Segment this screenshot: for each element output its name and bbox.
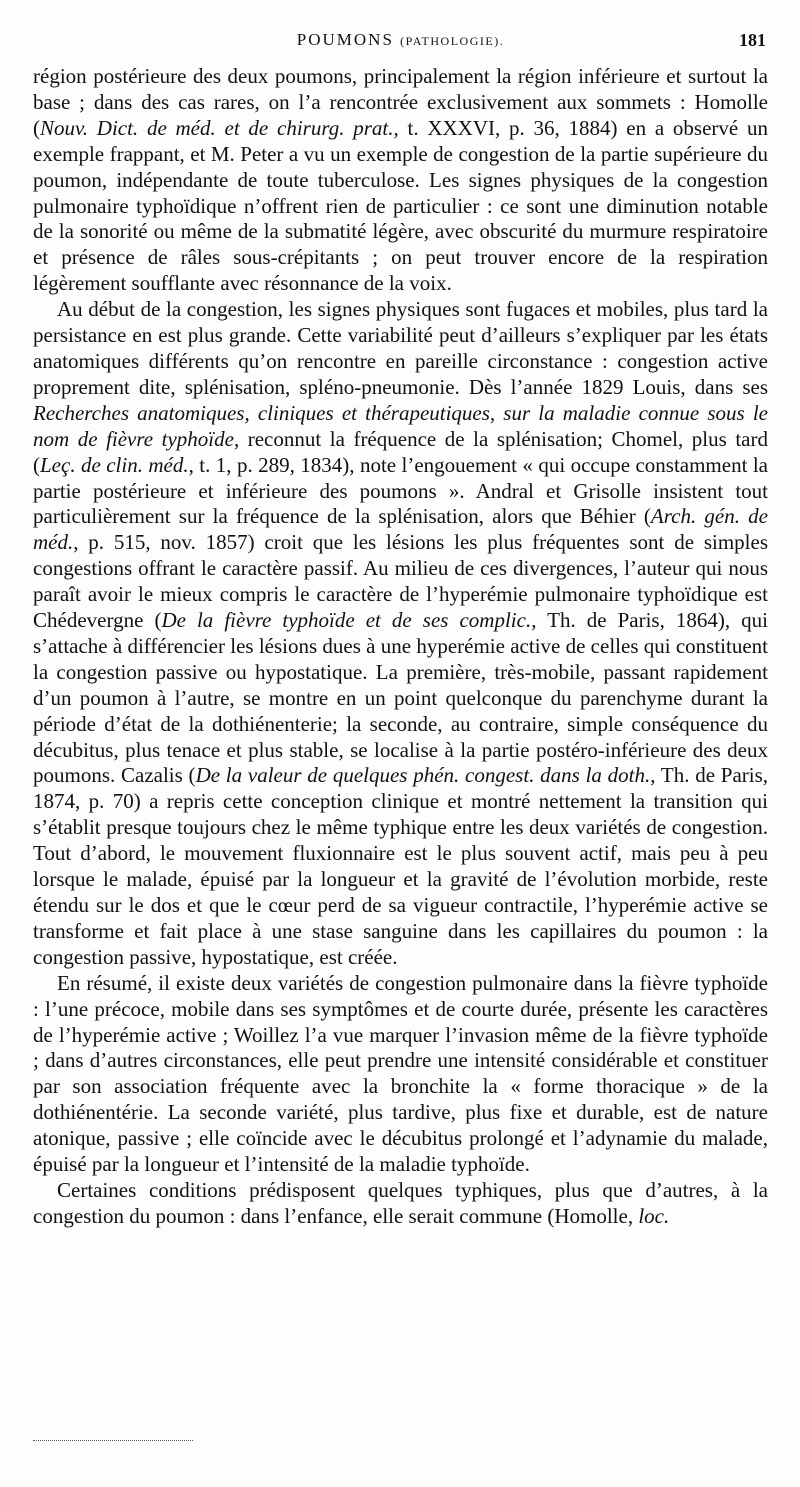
text-run: région postérieure des deux poumons, principalement la région inférieure et surtout la base ; dans des cas rares, on l’a rencontrée exclusivement aux sommets : Homolle ( <box>33 64 768 140</box>
italic-citation: loc. <box>638 1203 670 1228</box>
running-title-main: POUMONS <box>296 30 394 49</box>
italic-citation: Leç. de clin. méd. <box>40 452 189 477</box>
page-number: 181 <box>739 30 766 50</box>
paragraph <box>33 1178 768 1230</box>
running-title-sub: (PATHOLOGIE). <box>400 34 505 48</box>
text-run: , p. 515, nov. 1857) croit que les lésions les plus fréquentes sont de simples congestions offrant le caractère passif. Au milieu de ces divergences, l’auteur qui nous paraît avoir le mieux compris le caractère de l’hyperémie pulmonaire typhoïdique est Chédevergne ( <box>33 530 768 633</box>
text-run: , t. 1, p. 289, 1834), note l’engouement « qui occupe constamment la partie postérieure et inférieure des poumons ». Andral et Grisolle insistent tout particulièrement sur la fréquence de la splénisation, alors que Béhier ( <box>33 452 768 529</box>
text-run: Au début de la congestion, les signes physiques sont fugaces et mobiles, plus tard la persistance en est plus grande. Cette variabilité peut d’ailleurs s’expliquer par les états anatomiques différents qu’on rencontre en pareille circonstance : congestion active proprement dite, splénisation, spléno-pneumonie. Dès l’année 1829 Louis, dans ses <box>33 297 768 399</box>
italic-citation: Arch. gén. de méd. <box>33 504 768 555</box>
italic-citation: De la valeur de quelques phén. congest. dans la doth. <box>195 763 651 788</box>
running-header <box>33 30 768 54</box>
paragraph <box>33 971 768 1178</box>
text-run: , Th. de Paris, 1874, p. 70) a repris cette conception clinique et montré nettement la transition qui s’établit presque toujours chez le même typhique entre les deux variétés de congestion. Tout d’abord, le mouvement fluxionnaire est le plus souvent actif, mais peu à peu lorsque le malade, épuisé par la longueur et la gravité de l’évolution morbide, reste étendu sur le dos et que le cœur perd de sa vigueur contractile, l’hyperémie active se transforme et fait place à une stase sanguine dans les capillaires du poumon : la congestion passive, hypostatique, est créée. <box>33 763 769 969</box>
text-run: , t. XXXVI, p. 36, 1884) en a observé un exemple frappant, et M. Peter a vu un exemple de congestion de la partie supérieure du poumon, indépendante de toute tuberculose. Les signes physiques de la congestion pulmonaire typhoïdique n’offrent rien de particulier : ce sont une diminution notable de la sonorité ou même de la submatité légère, avec obscurité du murmure respiratoire et présence de râles sous-crépitants ; on peut trouver encore de la respiration légèrement soufflante avec résonnance de la voix. <box>33 115 769 296</box>
footer-rule <box>33 1440 193 1441</box>
text-run: En résumé, il existe deux variétés de congestion pulmonaire dans la fièvre typhoïde : l’une précoce, mobile dans ses symptômes et de courte durée, présente les caractères de l’hyperémie active ; Woillez l’a vue marquer l’invasion même de la fièvre typhoïde ; dans d’autres circonstances, elle peut prendre une intensité considérable et constituer par son association fréquente avec la bronchite la « forme thoracique » de la dothiénentérie. La seconde variété, plus tardive, plus fixe et durable, est de nature atonique, passive ; elle coïncide avec le décubitus prolongé et l’adynamie du malade, épuisé par la longueur et l’intensité de la maladie typhoïde. <box>33 970 768 1177</box>
text-run: , reconnut la fréquence de la splénisation; Chomel, plus tard ( <box>33 426 768 477</box>
running-title <box>33 30 768 50</box>
text-run: Certaines conditions prédisposent quelques typhiques, plus que d’autres, à la congestion du poumon : dans l’enfance, elle serait commune (Homolle, <box>33 1177 768 1228</box>
body-text <box>33 64 768 1230</box>
text-run: , Th. de Paris, 1864), qui s’attache à différencier les lésions dues à une hyperémie active de celles qui constituent la congestion passive ou hypostatique. La première, très-mobile, passant rapidement d’un poumon à l’autre, se montre en un point quelconque du parenchyme durant la période d’état de la dothiénenterie; la seconde, au contraire, simple conséquence du décubitus, plus tenace et plus stable, se localise à la partie postéro-inférieure des deux poumons. Cazalis ( <box>33 608 768 788</box>
italic-citation: Nouv. Dict. de méd. et de chirurg. prat. <box>40 115 394 140</box>
paragraph <box>33 64 768 297</box>
italic-citation: De la fièvre typhoïde et de ses complic. <box>161 608 532 633</box>
paragraph <box>33 297 768 971</box>
italic-citation: Recherches anatomiques, cliniques et thérapeutiques, sur la maladie connue sous le nom de fièvre typhoïde <box>33 400 768 451</box>
